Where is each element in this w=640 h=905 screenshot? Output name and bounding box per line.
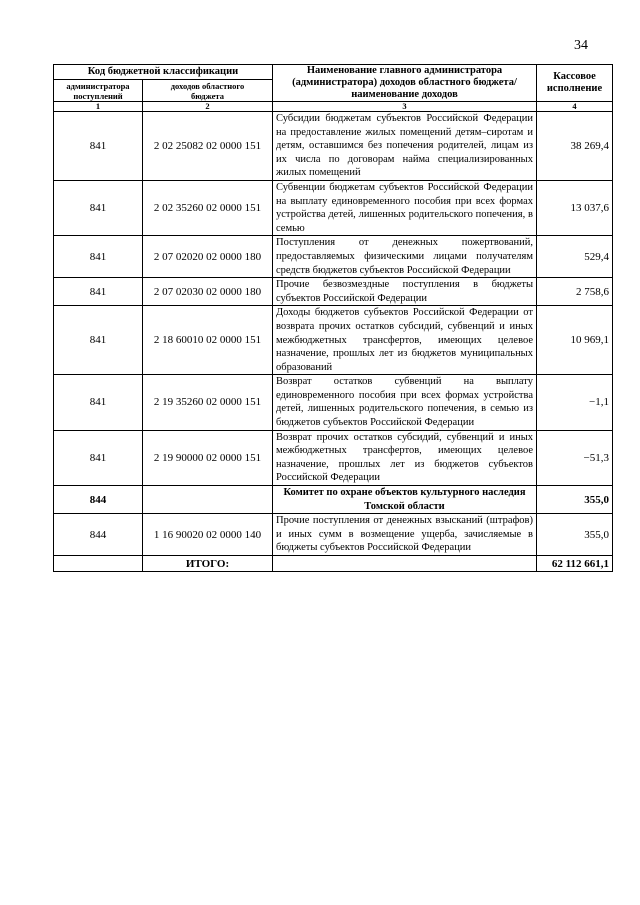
administrator-name-cell: Комитет по охране объектов культурного наследия Томской области [273, 486, 537, 514]
total-label: ИТОГО: [143, 556, 273, 572]
amount-cell: 529,4 [537, 236, 613, 278]
admin-code-cell: 841 [54, 180, 143, 235]
income-code-cell: 2 19 35260 02 0000 151 [143, 375, 273, 430]
income-name-cell: Прочие поступления от денежных взысканий (штрафов) и иных сумм в возмещение ущерба, зачисляемые в бюджеты субъектов Российской Федерации [273, 514, 537, 556]
income-name-cell: Возврат прочих остатков субсидий, субвенций и иных межбюджетных трансфертов, имеющих целевое назначение, прошлых лет из бюджетов субъектов Российской Федерации [273, 430, 537, 485]
admin-code-cell: 841 [54, 430, 143, 485]
income-name-cell: Доходы бюджетов субъектов Российской Федерации от возврата прочих остатков субсидий, субвенций и иных межбюджетных трансфертов, имеющих целевое назначение, прошлых лет из бюджетов муниципальных образований [273, 306, 537, 375]
amount-cell: 38 269,4 [537, 112, 613, 181]
admin-code-cell: 841 [54, 278, 143, 306]
administrator-amount-cell: 355,0 [537, 486, 613, 514]
table-row [54, 306, 613, 375]
total-empty-cell [54, 556, 143, 572]
amount-column-header: Кассовое исполнение [537, 65, 613, 102]
admin-code-cell: 841 [54, 112, 143, 181]
admin-code-cell: 844 [54, 514, 143, 556]
amount-cell: 13 037,6 [537, 180, 613, 235]
income-name-cell: Возврат остатков субвенций на выплату единовременного пособия при всех формах устройства детей, лишенных родительского попечения, в семью из бюджетов субъектов Российской Федерации [273, 375, 537, 430]
budget-table [53, 64, 613, 572]
income-name-cell: Прочие безвозмездные поступления в бюджеты субъектов Российской Федерации [273, 278, 537, 306]
admin-code-cell: 841 [54, 236, 143, 278]
table-row [54, 278, 613, 306]
amount-cell: 355,0 [537, 514, 613, 556]
classification-group-header: Код бюджетной классификации [54, 65, 273, 80]
table-row [54, 236, 613, 278]
income-code-cell: 2 07 02020 02 0000 180 [143, 236, 273, 278]
name-column-header: Наименование главного администратора (администратора) доходов областного бюджета/ наименование доходов [273, 65, 537, 102]
amount-cell: −51,3 [537, 430, 613, 485]
income-name-cell: Поступления от денежных пожертвований, предоставляемых физическими лицами получателям средств бюджетов субъектов Российской Федерации [273, 236, 537, 278]
column-number-3: 3 [273, 102, 537, 112]
admin-code-cell: 844 [54, 486, 143, 514]
table-row [54, 430, 613, 485]
column-number-1: 1 [54, 102, 143, 112]
income-column-header: доходов областного бюджета [143, 80, 273, 102]
admin-code-cell: 841 [54, 306, 143, 375]
column-number-2: 2 [143, 102, 273, 112]
table-row [54, 375, 613, 430]
amount-cell: 2 758,6 [537, 278, 613, 306]
administrator-row [54, 486, 613, 514]
income-code-cell: 1 16 90020 02 0000 140 [143, 514, 273, 556]
amount-cell: −1,1 [537, 375, 613, 430]
income-code-cell: 2 19 90000 02 0000 151 [143, 430, 273, 485]
admin-code-cell: 841 [54, 375, 143, 430]
total-empty-name-cell [273, 556, 537, 572]
amount-cell: 10 969,1 [537, 306, 613, 375]
income-name-cell: Субвенции бюджетам субъектов Российской Федерации на выплату единовременного пособия при всех формах устройства детей, лишенных родительского попечения, в семью [273, 180, 537, 235]
income-code-cell: 2 07 02030 02 0000 180 [143, 278, 273, 306]
page-number: 34 [574, 38, 588, 53]
table-row [54, 112, 613, 181]
table-row [54, 514, 613, 556]
income-code-cell: 2 18 60010 02 0000 151 [143, 306, 273, 375]
total-amount: 62 112 661,1 [537, 556, 613, 572]
admin-column-header: администратора поступлений [54, 80, 143, 102]
income-name-cell: Субсидии бюджетам субъектов Российской Федерации на предоставление жилых помещений детям–сиротам и детям, оставшимся без попечения родителей, лицам из их числа по договорам найма специализированных жилых помещений [273, 112, 537, 181]
income-code-cell: 2 02 25082 02 0000 151 [143, 112, 273, 181]
table-row [54, 180, 613, 235]
column-number-4: 4 [537, 102, 613, 112]
total-row [54, 556, 613, 572]
empty-code-cell [143, 486, 273, 514]
income-code-cell: 2 02 35260 02 0000 151 [143, 180, 273, 235]
